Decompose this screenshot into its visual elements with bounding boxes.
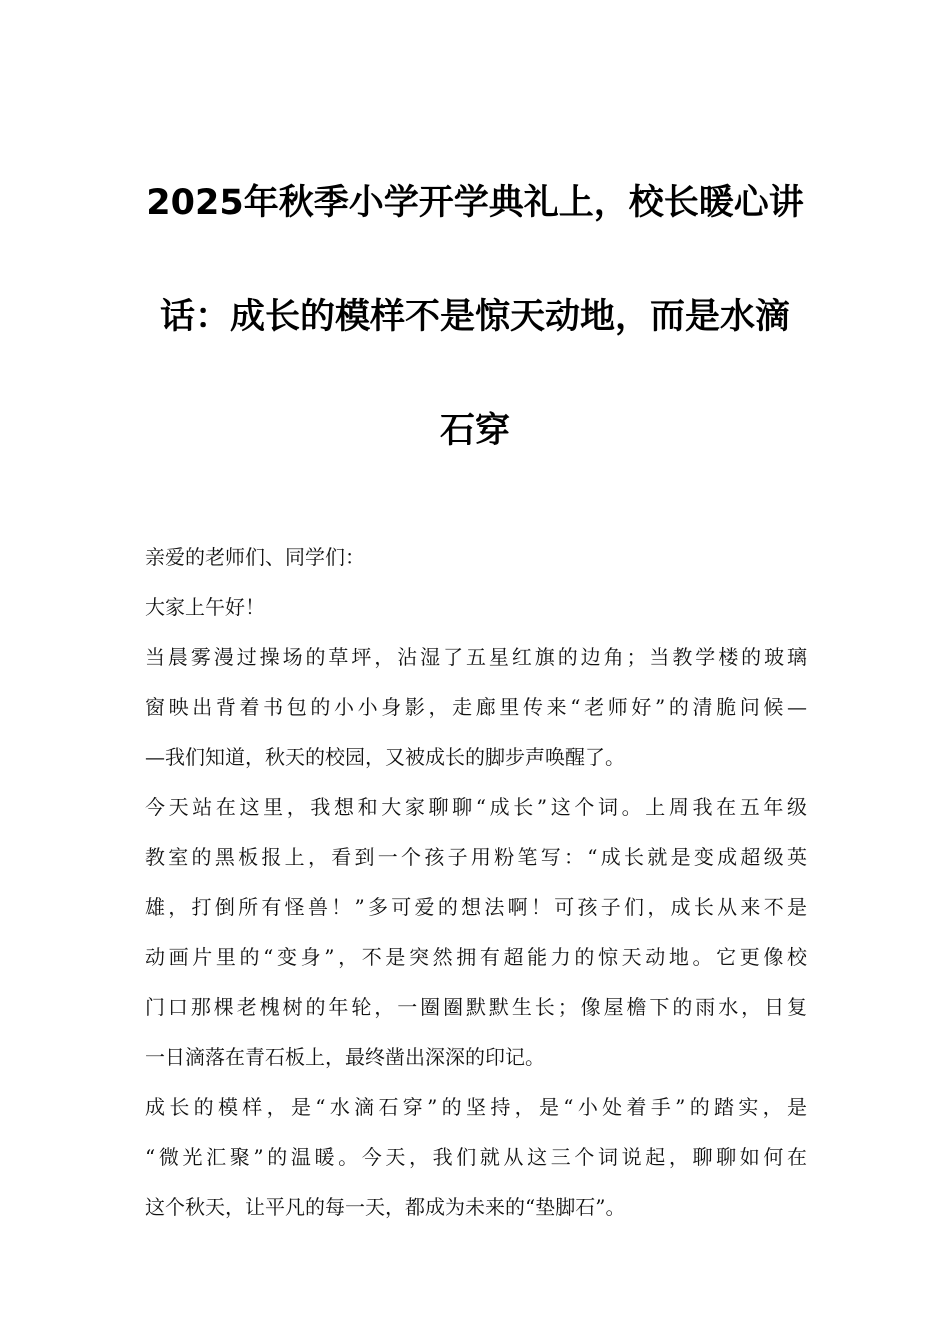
title-line-2: 话：成长的模样不是惊天动地，而是水滴 [159,297,790,337]
salutation-paragraph [145,582,807,632]
greeting-paragraph [145,532,807,582]
title-line-3: 石穿 [439,411,510,451]
text-line: 一日滴落在青石板上，最终凿出深深的印记。 [145,1045,545,1069]
text-line: 成长的模样，是“水滴石穿”的坚持，是“小处着手”的踏实，是 [145,1095,807,1119]
text-line: 动画片里的“变身”，不是突然拥有超能力的惊天动地。它更像校 [145,945,807,969]
body-paragraph-2 [145,782,807,1082]
text-line: 这个秋天，让平凡的每一天，都成为未来的“垫脚石”。 [145,1195,626,1219]
body-paragraph-3 [145,1082,807,1232]
text-line: 门口那棵老槐树的年轮，一圈圈默默生长；像屋檐下的雨水，日复 [145,995,807,1019]
body-paragraph-1 [145,632,807,782]
text-line: 教室的黑板报上，看到一个孩子用粉笔写：“成长就是变成超级英 [145,845,807,869]
text-line: 亲爱的老师们、同学们： [145,545,365,569]
text-line: 今天站在这里，我想和大家聊聊“成长”这个词。上周我在五年级 [145,795,807,819]
text-line: 窗映出背着书包的小小身影，走廊里传来“老师好”的清脆问候— [145,695,807,719]
document-body [145,532,807,1232]
text-line: —我们知道，秋天的校园，又被成长的脚步声唤醒了。 [145,745,625,769]
text-line: “微光汇聚”的温暖。今天，我们就从这三个词说起，聊聊如何在 [145,1145,807,1169]
text-line: 大家上午好！ [145,595,265,619]
text-line: 雄，打倒所有怪兽！”多可爱的想法啊！可孩子们，成长从来不是 [145,895,807,919]
title-line-1: 2025年秋季小学开学典礼上，校长暖心讲 [146,183,804,223]
text-line: 当晨雾漫过操场的草坪，沾湿了五星红旗的边角；当教学楼的玻璃 [145,645,807,669]
document-title [145,146,805,488]
